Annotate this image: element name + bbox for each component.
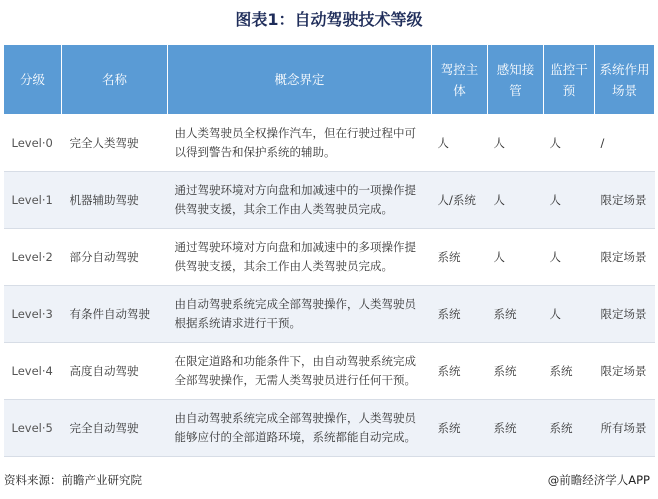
cell-scene: 限定场景 [595, 343, 655, 400]
table-row [4, 286, 655, 343]
cell-perception: 人 [488, 172, 544, 229]
header-cell-level: 分级 [4, 45, 62, 115]
cell-name: 高度自动驾驶 [62, 343, 168, 400]
cell-perception: 系统 [488, 400, 544, 457]
header-cell-name: 名称 [62, 45, 168, 115]
cell-level: Level·4 [4, 343, 62, 400]
cell-definition: 由人类驾驶员全权操作汽车，但在行驶过程中可以得到警告和保护系统的辅助。 [168, 115, 432, 172]
cell-definition: 在限定道路和功能条件下，由自动驾驶系统完成全部驾驶操作，无需人类驾驶员进行任何干预。 [168, 343, 432, 400]
cell-perception: 系统 [488, 286, 544, 343]
cell-control: 系统 [432, 229, 488, 286]
brand-credit: @前瞻经济学人APP [547, 473, 650, 487]
cell-scene: 所有场景 [595, 400, 655, 457]
table-row [4, 343, 655, 400]
cell-name: 完全自动驾驶 [62, 400, 168, 457]
cell-control: 人/系统 [432, 172, 488, 229]
table-row [4, 400, 655, 457]
header-cell-definition: 概念界定 [168, 45, 432, 115]
cell-definition: 由自动驾驶系统完成全部驾驶操作，人类驾驶员能够应付的全部道路环境，系统都能自动完成。 [168, 400, 432, 457]
cell-perception: 人 [488, 115, 544, 172]
cell-scene: 限定场景 [595, 172, 655, 229]
levels-table [3, 44, 655, 457]
cell-monitor: 系统 [544, 400, 595, 457]
cell-name: 机器辅助驾驶 [62, 172, 168, 229]
cell-monitor: 系统 [544, 343, 595, 400]
cell-scene: / [595, 115, 655, 172]
cell-scene: 限定场景 [595, 229, 655, 286]
table-row [4, 172, 655, 229]
table-title: 图表1：自动驾驶技术等级 [235, 10, 423, 29]
table-row [4, 229, 655, 286]
cell-name: 有条件自动驾驶 [62, 286, 168, 343]
header-row [4, 45, 655, 115]
cell-level: Level·0 [4, 115, 62, 172]
cell-definition: 通过驾驶环境对方向盘和加减速中的一项操作提供驾驶支援，其余工作由人类驾驶员完成。 [168, 172, 432, 229]
cell-name: 完全人类驾驶 [62, 115, 168, 172]
header-cell-monitor: 监控干预 [544, 45, 595, 115]
cell-level: Level·1 [4, 172, 62, 229]
cell-definition: 由自动驾驶系统完成全部驾驶操作，人类驾驶员根据系统请求进行干预。 [168, 286, 432, 343]
table-row [4, 115, 655, 172]
cell-control: 系统 [432, 286, 488, 343]
cell-name: 部分自动驾驶 [62, 229, 168, 286]
cell-scene: 限定场景 [595, 286, 655, 343]
cell-control: 系统 [432, 400, 488, 457]
cell-perception: 系统 [488, 343, 544, 400]
cell-monitor: 人 [544, 229, 595, 286]
table-container [3, 44, 654, 457]
cell-definition: 通过驾驶环境对方向盘和加减速中的多项操作提供驾驶支援，其余工作由人类驾驶员完成。 [168, 229, 432, 286]
cell-monitor: 人 [544, 172, 595, 229]
header-cell-control: 驾控主体 [432, 45, 488, 115]
cell-level: Level·2 [4, 229, 62, 286]
source-note: 资料来源：前瞻产业研究院 [4, 473, 142, 487]
cell-monitor: 人 [544, 286, 595, 343]
cell-control: 人 [432, 115, 488, 172]
cell-level: Level·5 [4, 400, 62, 457]
header-cell-scene: 系统作用场景 [595, 45, 655, 115]
cell-level: Level·3 [4, 286, 62, 343]
header-cell-perception: 感知接管 [488, 45, 544, 115]
cell-monitor: 人 [544, 115, 595, 172]
cell-perception: 人 [488, 229, 544, 286]
cell-control: 系统 [432, 343, 488, 400]
